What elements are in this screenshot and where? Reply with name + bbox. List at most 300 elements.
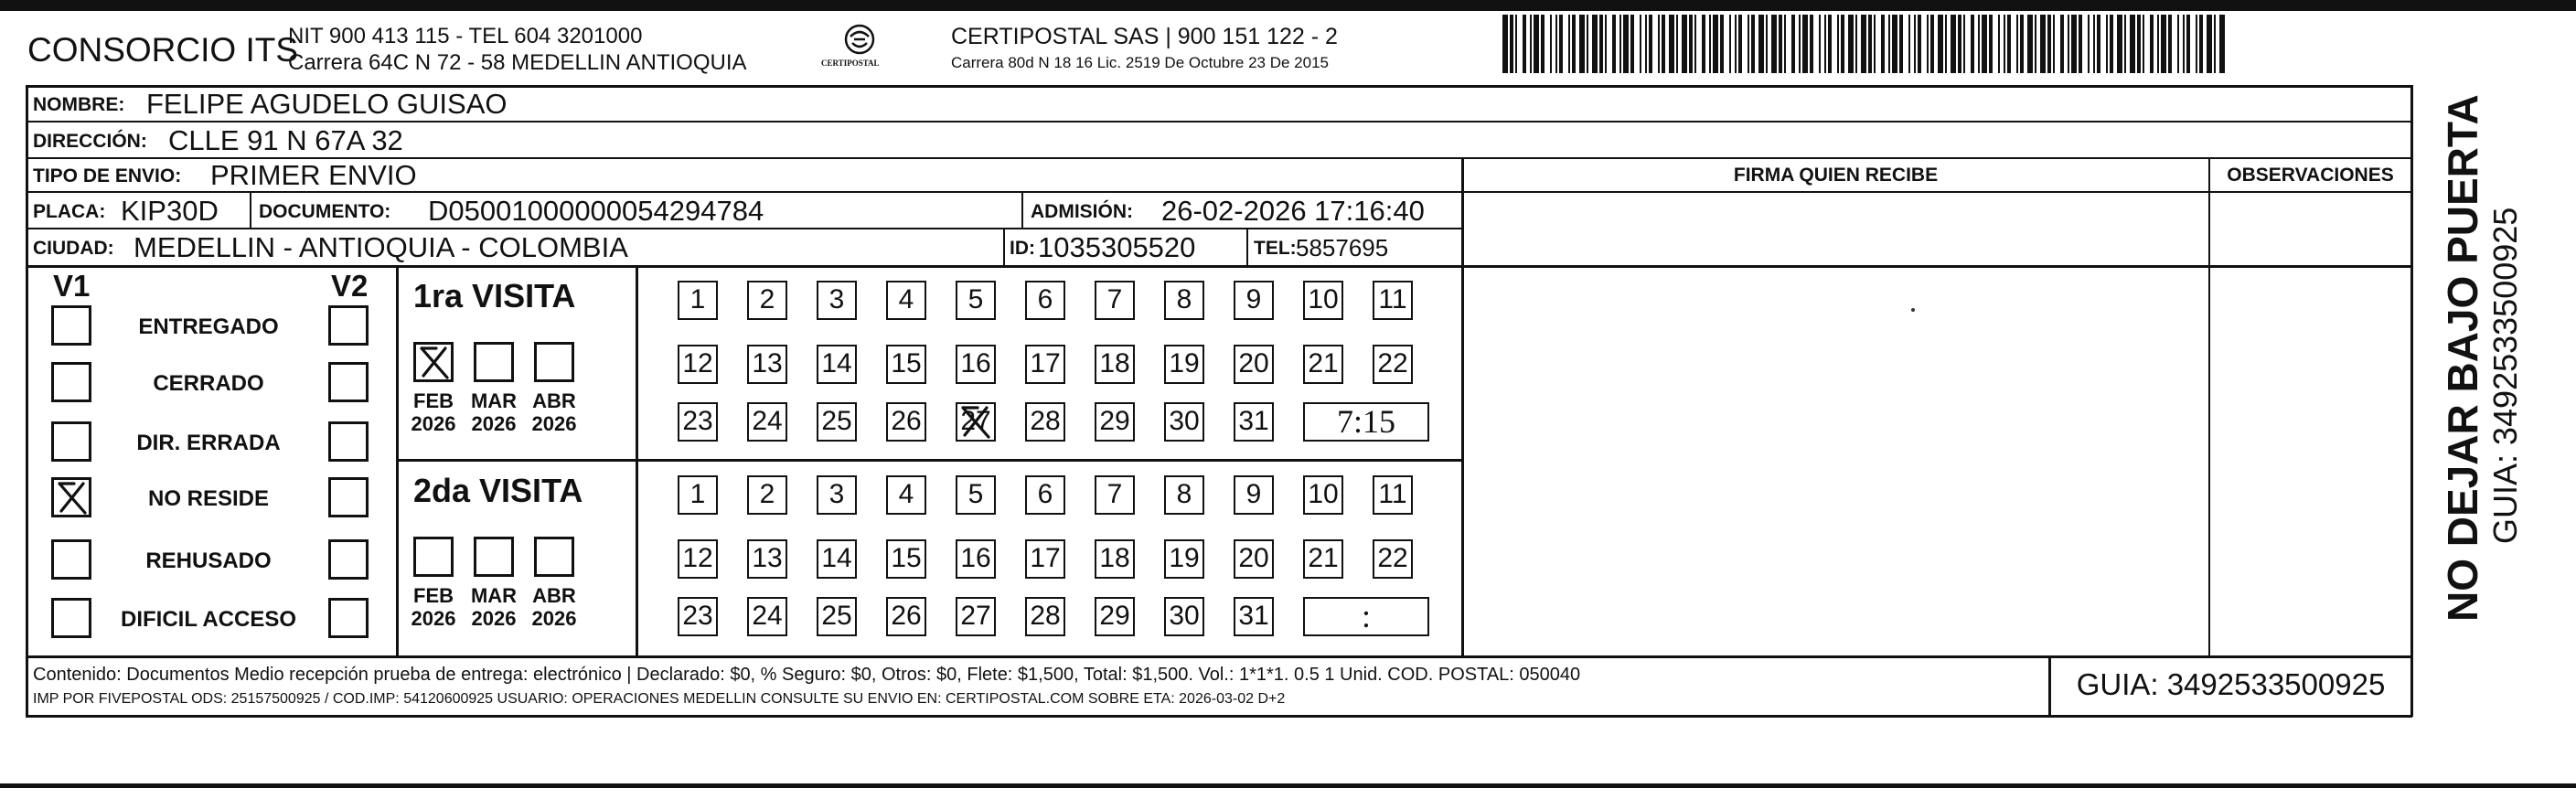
- barcode-bar: [1682, 15, 1687, 73]
- day-box[interactable]: [747, 345, 787, 384]
- v1-checkbox[interactable]: [51, 539, 91, 580]
- day-box[interactable]: [956, 539, 996, 579]
- barcode-bar: [1945, 15, 1947, 73]
- day-number: 28: [1030, 406, 1061, 436]
- month-label: [466, 389, 521, 436]
- day-number: 29: [1099, 406, 1130, 436]
- day-box[interactable]: [1234, 539, 1274, 579]
- barcode-bar: [1630, 15, 1634, 73]
- barcode-bar: [1951, 15, 1956, 73]
- barcode-bar: [1669, 15, 1674, 73]
- day-box[interactable]: [678, 475, 718, 515]
- barcode-bar: [1599, 15, 1603, 73]
- day-box[interactable]: [747, 539, 787, 579]
- barcode-bar: [2199, 15, 2203, 73]
- barcode-bar: [1855, 15, 1857, 73]
- side-text: [2421, 94, 2559, 622]
- barcode-bar: [1662, 15, 1665, 73]
- day-number: 9: [1245, 284, 1262, 314]
- check-mark-icon: [54, 480, 91, 517]
- day-number: 20: [1238, 348, 1269, 378]
- barcode-bar: [2035, 15, 2036, 73]
- day-number: 30: [1169, 406, 1200, 436]
- day-box[interactable]: [1095, 402, 1135, 442]
- day-number: 13: [752, 543, 783, 573]
- day-box[interactable]: [678, 402, 718, 442]
- frame-right: [2410, 157, 2413, 717]
- day-number: 25: [821, 406, 852, 436]
- v2-checkbox[interactable]: [328, 305, 369, 346]
- barcode-bar: [1735, 15, 1737, 73]
- barcode-bar: [1927, 15, 1929, 73]
- barcode-bar: [2214, 15, 2216, 73]
- day-number: 8: [1176, 284, 1192, 314]
- day-number: 9: [1245, 479, 1262, 509]
- day-number: 16: [960, 543, 991, 573]
- bottom-border: [0, 783, 2576, 788]
- day-box[interactable]: [678, 281, 718, 320]
- visit-separator: [396, 459, 1463, 462]
- day-box[interactable]: [886, 597, 926, 636]
- day-box[interactable]: [1025, 402, 1065, 442]
- ciudad-label: CIUDAD:: [33, 238, 114, 259]
- day-number: 30: [1169, 601, 1200, 631]
- day-number: 21: [1308, 348, 1339, 378]
- barcode-bar: [1978, 15, 1980, 73]
- barcode-bar: [1958, 15, 1961, 73]
- day-number: 17: [1030, 348, 1061, 378]
- month-year: 2026: [411, 412, 456, 436]
- barcode-bar: [1502, 15, 1508, 73]
- day-box[interactable]: [747, 597, 787, 636]
- ciudad-value: MEDELLIN - ANTIOQUIA - COLOMBIA: [134, 231, 628, 263]
- day-number: 26: [891, 406, 922, 436]
- barcode-bar: [1848, 15, 1854, 73]
- visit-title: 2da VISITA: [413, 472, 583, 509]
- barcode-bar: [1930, 15, 1934, 73]
- day-number: 22: [1377, 543, 1408, 573]
- tel-divider: [1246, 228, 1248, 265]
- barcode-bar: [2137, 15, 2141, 73]
- day-number: 31: [1238, 601, 1269, 631]
- day-box[interactable]: [886, 539, 926, 579]
- day-box[interactable]: [956, 345, 996, 384]
- day-box[interactable]: [956, 281, 996, 320]
- day-number: 29: [1099, 601, 1130, 631]
- barcode-bar: [2150, 15, 2154, 73]
- day-box[interactable]: [817, 345, 857, 384]
- day-box[interactable]: [1025, 345, 1065, 384]
- day-number: 26: [891, 601, 922, 631]
- barcode-bar: [1523, 15, 1526, 73]
- v1-checkbox[interactable]: [51, 598, 91, 638]
- barcode-bar: [1868, 15, 1872, 73]
- admision-divider: [1021, 191, 1023, 228]
- barcode-bar: [1592, 15, 1598, 73]
- barcode-bar: [1623, 15, 1629, 73]
- day-number: 6: [1037, 284, 1053, 314]
- day-number: 5: [967, 284, 984, 314]
- day-box[interactable]: [747, 475, 787, 515]
- day-number: 10: [1308, 284, 1339, 314]
- barcode-bar: [2177, 15, 2179, 73]
- barcode-bar: [2053, 15, 2055, 73]
- day-number: 3: [828, 479, 845, 509]
- barcode-bar: [1751, 15, 1755, 73]
- barcode-bar: [2047, 15, 2051, 73]
- barcode-bar: [1605, 15, 1607, 73]
- visit-title: 1ra VISITA: [413, 277, 576, 314]
- barcode-bar: [2088, 15, 2090, 73]
- day-number: 17: [1030, 543, 1061, 573]
- barcode-bar: [1963, 15, 1965, 73]
- barcode-bar: [1572, 15, 1576, 73]
- month-checkbox[interactable]: [474, 342, 514, 382]
- day-box[interactable]: [1303, 281, 1343, 320]
- day-box[interactable]: [956, 475, 996, 515]
- day-number: 18: [1099, 348, 1130, 378]
- v1-checkbox[interactable]: [51, 305, 91, 346]
- day-box[interactable]: [1095, 475, 1135, 515]
- barcode-bar: [1720, 15, 1724, 73]
- day-box[interactable]: [1373, 475, 1413, 515]
- month-checkbox[interactable]: [474, 537, 514, 577]
- barcode-bar: [2143, 15, 2144, 73]
- day-box[interactable]: [1095, 281, 1135, 320]
- day-number: 25: [821, 601, 852, 631]
- obs-divider: [2208, 157, 2210, 655]
- barcode-bar: [1837, 15, 1839, 73]
- v2-checkbox[interactable]: [328, 477, 369, 517]
- month-checkbox[interactable]: [534, 342, 574, 382]
- carrier-line: CERTIPOSTAL SAS | 900 151 122 - 2: [951, 24, 1338, 49]
- day-box[interactable]: [886, 345, 926, 384]
- v2-checkbox[interactable]: [328, 362, 369, 402]
- time-box[interactable]: [1303, 597, 1429, 636]
- direccion-label: DIRECCIÓN:: [33, 131, 147, 152]
- day-number: 14: [821, 543, 852, 573]
- status-label: NO RESIDE: [147, 486, 270, 511]
- side-guia: GUIA: 3492533500925: [2486, 207, 2524, 544]
- month-checkbox[interactable]: [413, 537, 454, 577]
- day-box[interactable]: [886, 402, 926, 442]
- month-year: 2026: [411, 607, 456, 631]
- row-line-5: [26, 265, 2410, 268]
- day-box[interactable]: [1164, 539, 1204, 579]
- documento-label: DOCUMENTO:: [259, 201, 391, 222]
- barcode-bar: [2007, 15, 2011, 73]
- day-box[interactable]: [1234, 345, 1274, 384]
- barcode-bar: [2110, 15, 2113, 73]
- day-box[interactable]: [1303, 475, 1343, 515]
- day-number: 10: [1308, 479, 1339, 509]
- day-box[interactable]: [817, 475, 857, 515]
- barcode-bar: [2157, 15, 2159, 73]
- barcode-bar: [1530, 15, 1532, 73]
- day-box[interactable]: [1164, 281, 1204, 320]
- day-number: 16: [960, 348, 991, 378]
- barcode-bar: [2027, 15, 2033, 73]
- barcode-bar: [1998, 15, 2000, 73]
- barcode-bar: [1810, 15, 1813, 73]
- obs-header-line: [1461, 191, 2410, 193]
- day-box[interactable]: [1095, 597, 1135, 636]
- barcode-bar: [2161, 15, 2166, 73]
- barcode-bar: [1971, 15, 1974, 73]
- barcode-bar: [2219, 15, 2225, 73]
- tipo-value: PRIMER ENVIO: [210, 159, 417, 191]
- barcode-bar: [1824, 15, 1826, 73]
- barcode-bar: [2040, 15, 2046, 73]
- barcode-bar: [1559, 15, 1563, 73]
- day-box[interactable]: [1234, 281, 1274, 320]
- row-line-1: [26, 121, 2410, 123]
- row-line-3: [26, 191, 1461, 193]
- tipo-label: TIPO DE ENVIO:: [33, 165, 182, 186]
- day-number: 15: [891, 348, 922, 378]
- top-border: [0, 0, 2576, 11]
- v2-checkbox[interactable]: [328, 539, 369, 580]
- barcode-bar: [1908, 15, 1910, 73]
- barcode-bar: [1841, 15, 1844, 73]
- footer-top-line: [26, 655, 2410, 658]
- barcode-bar: [1874, 15, 1876, 73]
- day-box[interactable]: [1373, 539, 1413, 579]
- frame-bottom: [26, 715, 2412, 718]
- barcode-bar: [2016, 15, 2018, 73]
- day-box[interactable]: [678, 345, 718, 384]
- barcode-bar: [1892, 15, 1897, 73]
- barcode-bar: [2097, 15, 2100, 73]
- day-box[interactable]: [817, 539, 857, 579]
- barcode-bar: [1658, 15, 1660, 73]
- day-number: 31: [1238, 406, 1269, 436]
- day-number: 3: [828, 284, 845, 314]
- time-value: 7:15: [1336, 403, 1395, 440]
- month-checkbox[interactable]: [413, 342, 454, 382]
- day-number: 12: [682, 543, 713, 573]
- barcode-bar: [2124, 15, 2126, 73]
- day-box[interactable]: [1303, 539, 1343, 579]
- month-label: [406, 389, 461, 436]
- day-box[interactable]: [1025, 597, 1065, 636]
- day-box[interactable]: [956, 597, 996, 636]
- day-box[interactable]: [886, 281, 926, 320]
- barcode-bar: [1828, 15, 1832, 73]
- day-box[interactable]: [747, 402, 787, 442]
- status-label: REHUSADO: [145, 549, 272, 573]
- barcode-bar: [1899, 15, 1903, 73]
- admision-value: 26-02-2026 17:16:40: [1161, 195, 1425, 227]
- time-value: :: [1361, 598, 1371, 634]
- v2-label: V2: [331, 269, 369, 303]
- day-number: 23: [682, 406, 713, 436]
- day-number: 12: [682, 348, 713, 378]
- day-box[interactable]: [817, 597, 857, 636]
- carrier-address: Carrera 80d N 18 16 Lic. 2519 De Octubre 23 De 2015: [951, 54, 1329, 71]
- barcode-bar: [1579, 15, 1585, 73]
- ink-dot: [1911, 308, 1915, 312]
- day-box[interactable]: [1373, 281, 1413, 320]
- check-mark-icon: [957, 404, 994, 441]
- barcode-bar: [1676, 15, 1678, 73]
- day-box[interactable]: [1164, 475, 1204, 515]
- frame-right-top: [2410, 85, 2413, 158]
- month-name: FEB: [413, 389, 454, 412]
- barcode-bar: [1791, 15, 1795, 73]
- month-checkbox[interactable]: [534, 537, 574, 577]
- month-year: 2026: [531, 412, 577, 436]
- month-name: MAR: [470, 389, 518, 412]
- barcode-bar: [1510, 15, 1513, 73]
- barcode-bar: [1938, 15, 1943, 73]
- barcode-bar: [1888, 15, 1890, 73]
- day-box[interactable]: [1095, 345, 1135, 384]
- day-box[interactable]: [1164, 402, 1204, 442]
- placa-value: KIP30D: [121, 195, 219, 227]
- barcode-bar: [2117, 15, 2122, 73]
- barcode-bar: [1738, 15, 1742, 73]
- footer-guia: GUIA: 3492533500925: [2076, 667, 2386, 701]
- month-label: [527, 389, 582, 436]
- day-number: 13: [752, 348, 783, 378]
- month-year: 2026: [471, 412, 517, 436]
- nombre-value: FELIPE AGUDELO GUISAO: [146, 88, 508, 120]
- id-value: 1035305520: [1038, 231, 1196, 263]
- day-number: 4: [898, 479, 914, 509]
- status-label: DIFICIL ACCESO: [120, 607, 296, 632]
- day-box[interactable]: [1234, 475, 1274, 515]
- barcode-bar: [1587, 15, 1588, 73]
- day-box[interactable]: [817, 281, 857, 320]
- day-number: 20: [1238, 543, 1269, 573]
- barcode-bar: [1541, 15, 1545, 73]
- day-box[interactable]: [1164, 345, 1204, 384]
- v2-checkbox[interactable]: [328, 598, 369, 638]
- logo-text: CERTIPOSTAL: [821, 59, 880, 68]
- barcode-bar: [1799, 15, 1801, 73]
- barcode-bar: [2183, 15, 2185, 73]
- barcode-bar: [1914, 15, 1916, 73]
- barcode-bar: [2020, 15, 2024, 73]
- barcode: [1502, 15, 2225, 73]
- day-box[interactable]: [678, 597, 718, 636]
- day-number: 19: [1169, 543, 1200, 573]
- day-box[interactable]: [678, 539, 718, 579]
- month-name: MAR: [470, 584, 518, 607]
- barcode-bar: [2004, 15, 2005, 73]
- barcode-bar: [2106, 15, 2108, 73]
- day-number: 1: [689, 284, 706, 314]
- barcode-bar: [1819, 15, 1821, 73]
- day-box[interactable]: [1234, 597, 1274, 636]
- id-label: ID:: [1010, 238, 1035, 259]
- day-number: 27: [960, 406, 991, 436]
- day-number: 5: [967, 479, 984, 509]
- day-box[interactable]: [1025, 281, 1065, 320]
- barcode-bar: [1612, 15, 1616, 73]
- day-number: 24: [752, 406, 783, 436]
- day-box[interactable]: [1164, 597, 1204, 636]
- barcode-bar: [1640, 15, 1641, 73]
- day-number: 7: [1106, 284, 1123, 314]
- company-address: Carrera 64C N 72 - 58 MEDELLIN ANTIOQUIA: [288, 50, 747, 75]
- day-number: 14: [821, 348, 852, 378]
- barcode-bar: [1982, 15, 1987, 73]
- day-box[interactable]: [1303, 345, 1343, 384]
- observaciones-header: OBSERVACIONES: [2227, 165, 2394, 186]
- day-box[interactable]: [817, 402, 857, 442]
- barcode-bar: [2060, 15, 2064, 73]
- barcode-bar: [1619, 15, 1621, 73]
- day-box[interactable]: [1373, 345, 1413, 384]
- month-year: 2026: [531, 607, 577, 631]
- time-box[interactable]: [1303, 402, 1429, 442]
- placa-label: PLACA:: [33, 201, 106, 222]
- frame-left: [26, 85, 28, 717]
- day-box[interactable]: [956, 402, 996, 442]
- v1-checkbox[interactable]: [51, 362, 91, 402]
- month-name: FEB: [413, 584, 454, 607]
- day-number: 7: [1106, 479, 1123, 509]
- direccion-value: CLLE 91 N 67A 32: [168, 124, 403, 156]
- barcode-bar: [1881, 15, 1885, 73]
- day-box[interactable]: [1025, 539, 1065, 579]
- status-label: DIR. ERRADA: [136, 431, 281, 455]
- barcode-bar: [1645, 15, 1647, 73]
- barcode-bar: [2071, 15, 2077, 73]
- day-number: 2: [759, 284, 775, 314]
- barcode-bar: [2207, 15, 2212, 73]
- barcode-bar: [1784, 15, 1786, 73]
- v1-checkbox[interactable]: [51, 477, 91, 517]
- v1-checkbox[interactable]: [51, 421, 91, 462]
- barcode-bar: [2068, 15, 2069, 73]
- v1-label: V1: [53, 269, 91, 303]
- day-box[interactable]: [886, 475, 926, 515]
- v2-checkbox[interactable]: [328, 421, 369, 462]
- firma-header: FIRMA QUIEN RECIBE: [1733, 165, 1939, 186]
- barcode-bar: [1729, 15, 1731, 73]
- day-number: 8: [1176, 479, 1192, 509]
- day-number: 6: [1037, 479, 1053, 509]
- day-number: 23: [682, 601, 713, 631]
- day-number: 19: [1169, 348, 1200, 378]
- barcode-bar: [1694, 15, 1696, 73]
- day-box[interactable]: [1095, 539, 1135, 579]
- month-year: 2026: [471, 607, 517, 631]
- footer-contenido: Contenido: Documentos Medio recepción prueba de entrega: electrónico | Declarado: $0, % Seguro: $0, Otros: $0, Flete: $1,500, Total: $1,500. Vol.: 1*1*1. 0.5 1 Unid. COD. POSTAL: 050040: [33, 665, 1581, 685]
- tel-value: 5857695: [1296, 234, 1389, 261]
- day-number: 22: [1377, 348, 1408, 378]
- barcode-bar: [1758, 15, 1764, 73]
- day-box[interactable]: [1234, 402, 1274, 442]
- month-name: ABR: [532, 584, 576, 607]
- barcode-bar: [1534, 15, 1539, 73]
- barcode-bar: [1515, 15, 1517, 73]
- barcode-bar: [2168, 15, 2172, 73]
- check-mark-icon: [416, 345, 453, 381]
- firma-divider: [1461, 157, 1464, 655]
- day-box[interactable]: [1025, 475, 1065, 515]
- barcode-bar: [2079, 15, 2082, 73]
- day-number: 28: [1030, 601, 1061, 631]
- day-box[interactable]: [747, 281, 787, 320]
- status-label: CERRADO: [153, 371, 264, 396]
- barcode-bar: [1550, 15, 1552, 73]
- day-number: 4: [898, 284, 914, 314]
- day-number: 11: [1378, 284, 1407, 314]
